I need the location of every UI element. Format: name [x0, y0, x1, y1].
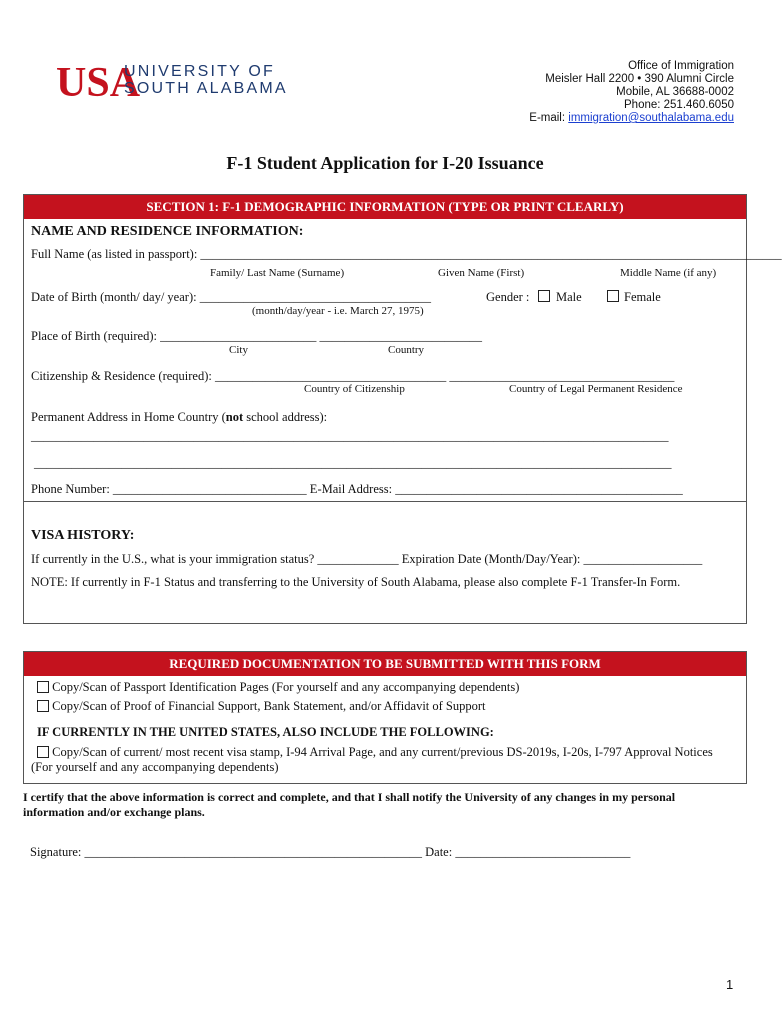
passport-item-label: Copy/Scan of Passport Identification Pages (For yourself and any accompanying dependents) — [52, 680, 520, 694]
immigration-status-field[interactable]: If currently in the U.S., what is your immigration status? _____________ Expiration Date (Month/Day/Year): ___________________ — [31, 552, 703, 566]
university-logo-text — [124, 63, 288, 97]
family-name-caption: Family/ Last Name (Surname) — [210, 267, 345, 279]
signature-date-field[interactable]: Signature: ______________________________________________________ Date: ____________________________ — [30, 845, 631, 859]
middle-name-caption: Middle Name (if any) — [620, 267, 717, 279]
certify-line-1: I certify that the above information is correct and complete, and that I shall notify the University of any changes in my personal — [23, 790, 676, 804]
full-name-field[interactable]: Full Name (as listed in passport): _____________________________________________________________________________________________ — [31, 247, 782, 261]
office-phone: Phone: 251.460.6050 — [624, 99, 734, 111]
address-line-2[interactable]: ______________________________________________________________________________________________________ — [34, 456, 672, 470]
section1-divider — [24, 501, 746, 502]
section1-header-bar: SECTION 1: F-1 DEMOGRAPHIC INFORMATION (TYPE OR PRINT CLEARLY) — [24, 195, 746, 219]
passport-checkbox[interactable] — [37, 681, 49, 693]
certify-line-2: information and/or exchange plans. — [23, 805, 205, 819]
citizenship-field[interactable]: Citizenship & Residence (required): _____________________________________ ____________________________________ — [31, 369, 675, 383]
given-name-caption: Given Name (First) — [438, 267, 525, 279]
male-checkbox[interactable] — [538, 290, 550, 302]
country-caption: Country — [388, 344, 425, 356]
doc-item-visa-cont: (For yourself and any accompanying dependents) — [31, 760, 279, 774]
dob-field[interactable]: Date of Birth (month/ day/ year): _____________________________________ — [31, 290, 431, 304]
country-citizenship-caption: Country of Citizenship — [304, 383, 405, 395]
phone-email-field[interactable]: Phone Number: _______________________________ E-Mail Address: ______________________________________________ — [31, 482, 683, 496]
address-label-bold: not — [225, 410, 244, 424]
visa-history-heading: VISA HISTORY: — [31, 528, 135, 543]
name-residence-heading: NAME AND RESIDENCE INFORMATION: — [31, 224, 304, 239]
page-number: 1 — [726, 977, 734, 992]
visa-item-label: Copy/Scan of current/ most recent visa stamp, I-94 Arrival Page, and any current/previous DS-2019s, I-20s, I-797 Approval Notices — [52, 745, 713, 759]
office-contact-block — [529, 60, 734, 125]
office-name: Office of Immigration — [628, 60, 734, 72]
address-label-pre: Permanent Address in Home Country ( — [31, 410, 226, 424]
email-link[interactable]: immigration@southalabama.edu — [568, 112, 734, 124]
university-logo-mark — [56, 58, 141, 106]
logo-usa-letters: USA — [56, 60, 141, 106]
female-label: Female — [624, 290, 661, 304]
visa-docs-checkbox[interactable] — [37, 746, 49, 758]
financial-item-label: Copy/Scan of Proof of Financial Support, Bank Statement, and/or Affidavit of Support — [52, 699, 486, 713]
male-label: Male — [556, 290, 582, 304]
doc-item-financial — [37, 699, 486, 714]
place-of-birth-field[interactable]: Place of Birth (required): _________________________ __________________________ — [31, 329, 482, 343]
financial-checkbox[interactable] — [37, 700, 49, 712]
doc-item-visa — [37, 745, 713, 760]
transfer-note: NOTE: If currently in F-1 Status and transferring to the University of South Alabama, please also complete F-1 Transfer-In Form. — [31, 575, 681, 589]
female-checkbox[interactable] — [607, 290, 619, 302]
us-heading: IF CURRENTLY IN THE UNITED STATES, ALSO INCLUDE THE FOLLOWING: — [37, 725, 494, 739]
address-label-post: school address): — [243, 410, 328, 424]
logo-line-2: SOUTH ALABAMA — [124, 80, 288, 97]
address-line-1[interactable]: ______________________________________________________________________________________________________ — [31, 429, 669, 443]
office-email-row — [529, 112, 734, 125]
permanent-address-label — [31, 410, 327, 425]
office-address-2: Mobile, AL 36688-0002 — [616, 86, 734, 98]
email-label: E-mail: — [529, 112, 569, 124]
documentation-header-bar: REQUIRED DOCUMENTATION TO BE SUBMITTED WITH THIS FORM — [24, 652, 746, 676]
gender-label: Gender : — [486, 290, 530, 304]
country-residence-caption: Country of Legal Permanent Residence — [509, 383, 683, 395]
city-caption: City — [229, 344, 248, 356]
dob-hint: (month/day/year - i.e. March 27, 1975) — [252, 305, 424, 317]
logo-line-1: UNIVERSITY OF — [124, 63, 275, 80]
form-title: F-1 Student Application for I-20 Issuance — [226, 153, 544, 173]
office-address-1: Meisler Hall 2200 • 390 Alumni Circle — [545, 73, 734, 85]
doc-item-passport — [37, 680, 519, 695]
